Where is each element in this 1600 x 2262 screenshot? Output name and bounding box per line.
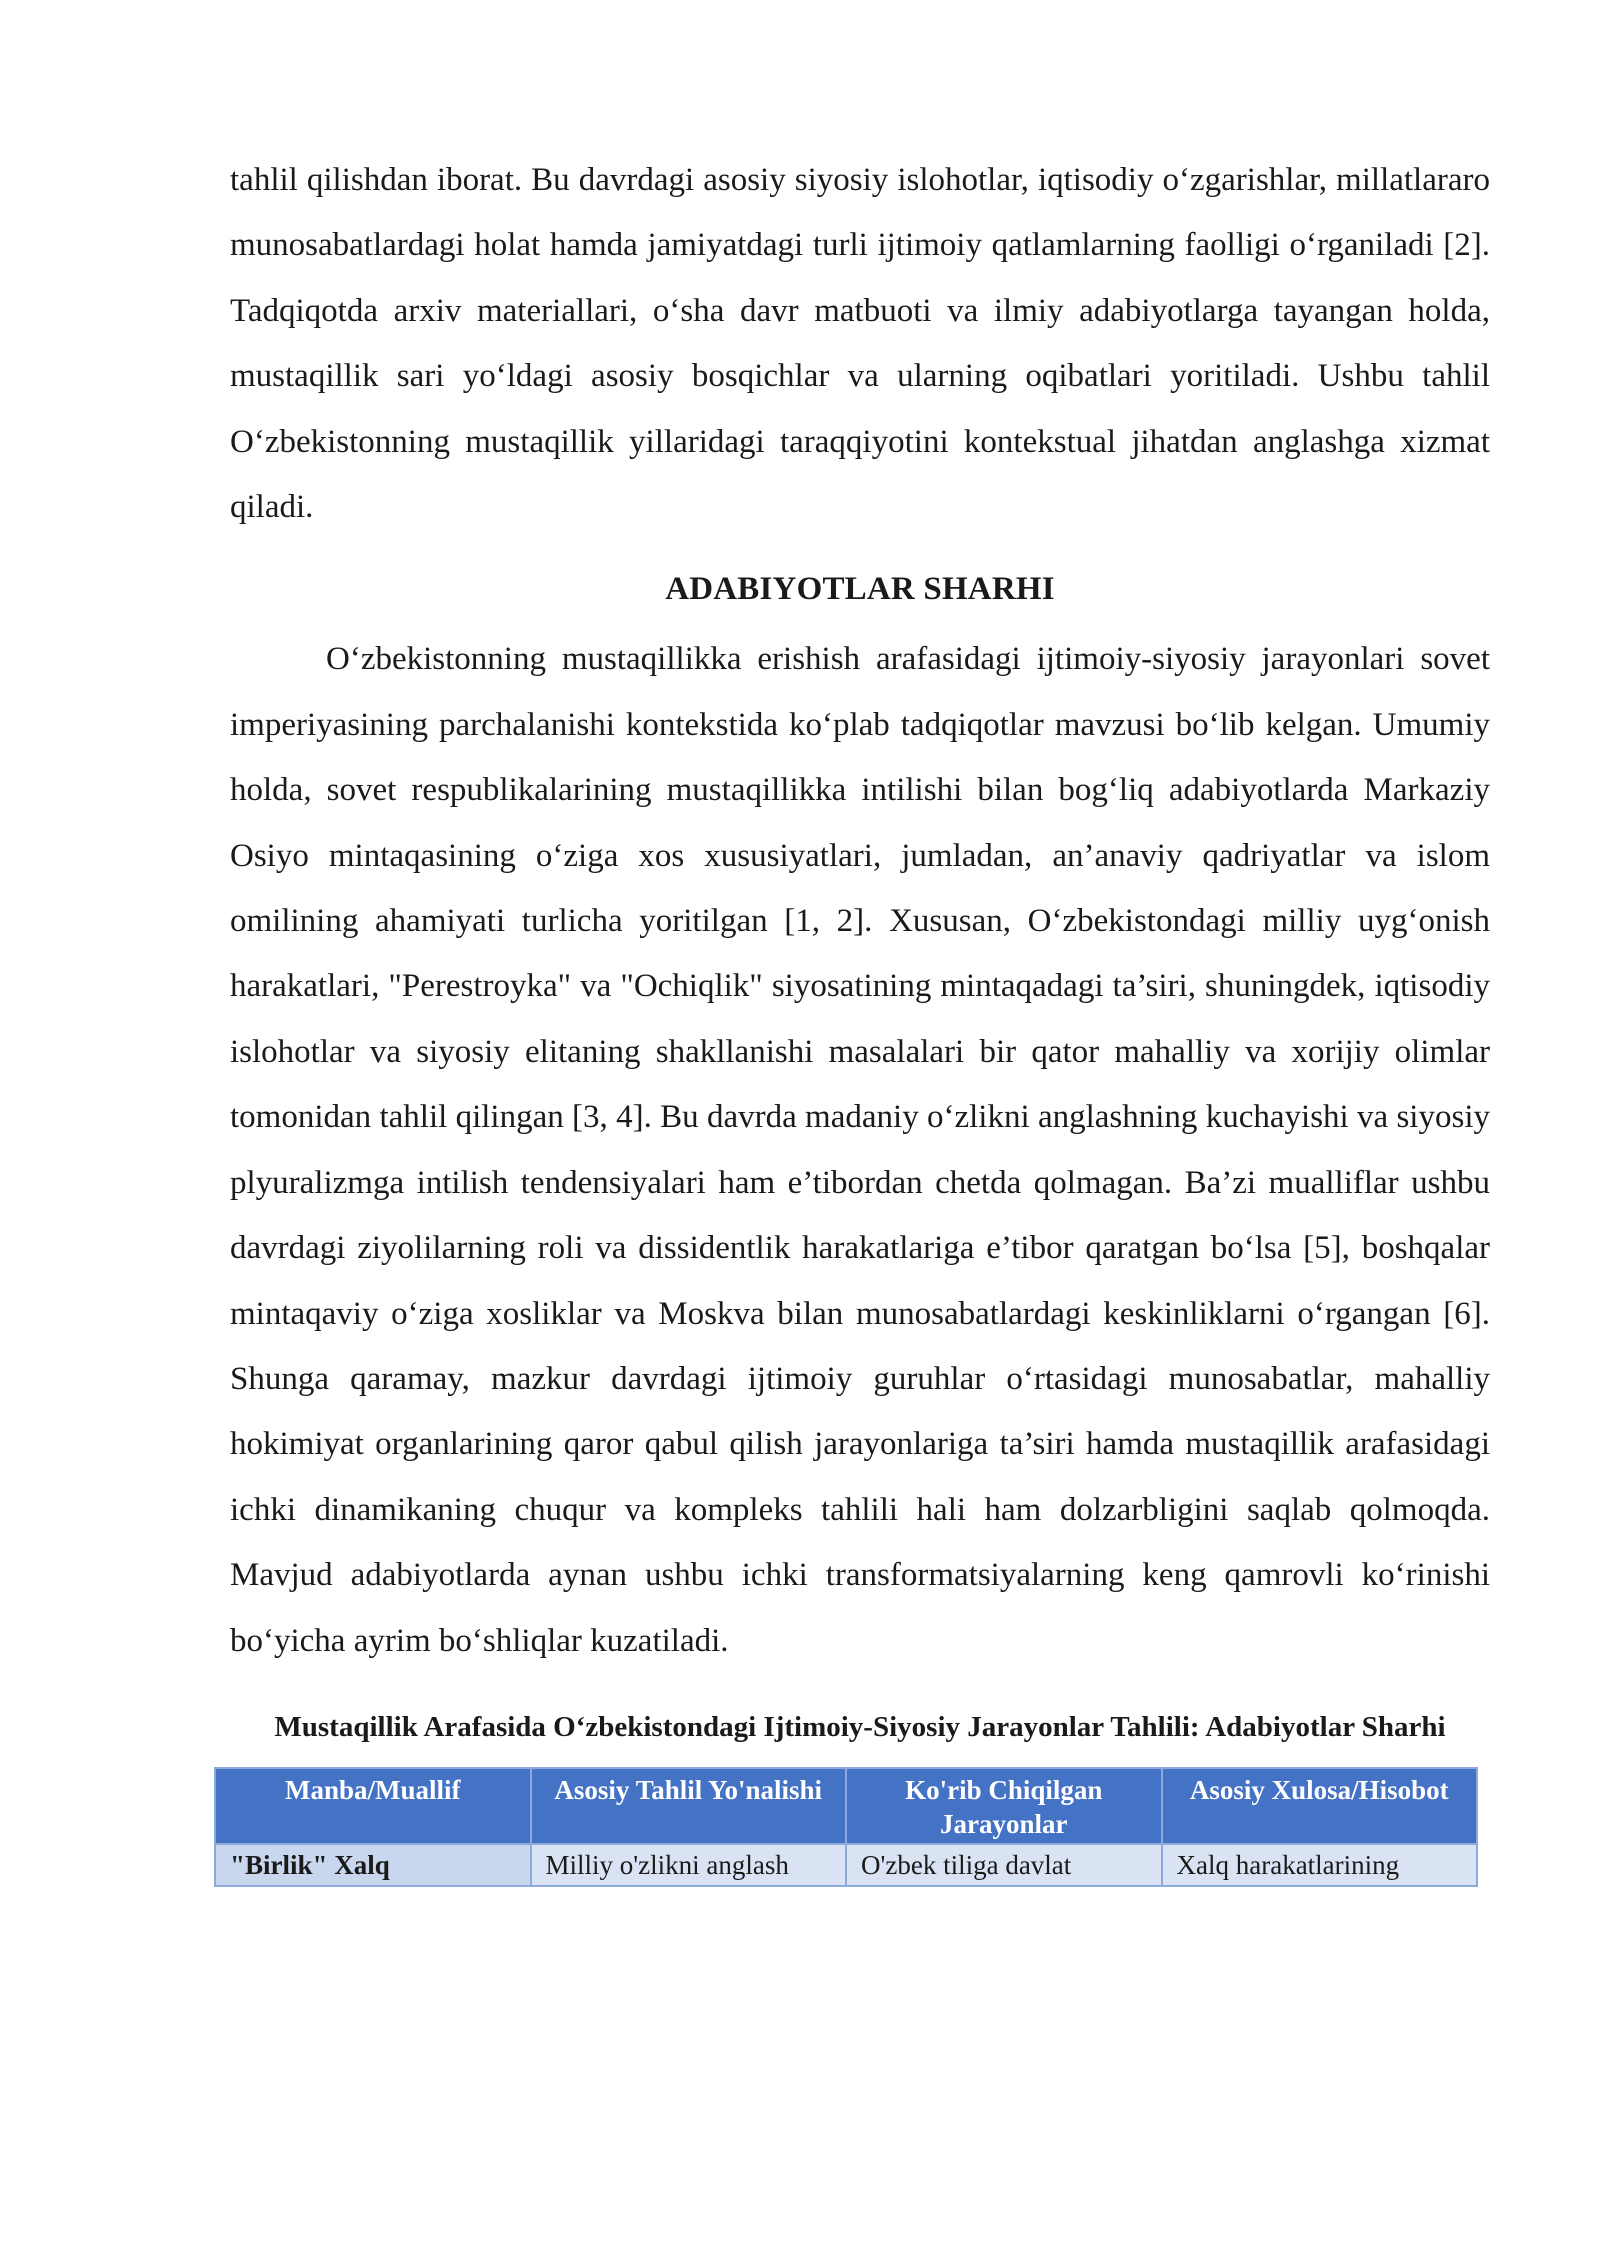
- table-cell: Milliy o'zlikni anglash: [531, 1844, 847, 1886]
- table-cell: "Birlik" Xalq: [215, 1844, 531, 1886]
- paragraph-intro-continuation: tahlil qilishdan iborat. Bu davrdagi asosiy siyosiy islohotlar, iqtisodiy o‘zgarishlar, millatlararo munosabatlardagi holat hamda jamiyatdagi turli ijtimoiy qatlamlarning faolligi o‘rganiladi [2]. Tadqiqotda arxiv materiallari, o‘sha davr matbuoti va ilmiy adabiyotlarga tayangan holda, mustaqillik sari yo‘ldagi asosiy bosqichlar va ularning oqibatlari yoritiladi. Ushbu tahlil O‘zbekistonning mustaqillik yillaridagi taraqqiyotini kontekstual jihatdan anglashga xizmat qiladi.: [230, 162, 1490, 526]
- header-processes-reviewed: Ko'rib Chiqilgan Jarayonlar: [846, 1768, 1162, 1844]
- table-header-row: [215, 1768, 1477, 1844]
- header-main-analysis-direction: Asosiy Tahlil Yo'nalishi: [531, 1768, 847, 1844]
- table-cell: Xalq harakatlarining: [1162, 1844, 1478, 1886]
- header-main-conclusion: Asosiy Xulosa/Hisobot: [1162, 1768, 1478, 1844]
- section-heading: ADABIYOTLAR SHARHI: [665, 571, 1055, 608]
- literature-table: [214, 1767, 1478, 1887]
- paragraph-literature-review: O‘zbekistonning mustaqillikka erishish arafasidagi ijtimoiy-siyosiy jarayonlari sovet imperiyasining parchalanishi kontekstida ko‘plab tadqiqotlar mavzusi bo‘lib kelgan. Umumiy holda, sovet respublikalarining mustaqillikka intilishi bilan bog‘liq adabiyotlarda Markaziy Osiyo mintaqasining o‘ziga xos xususiyatlari, jumladan, an’anaviy qadriyatlar va islom omilining ahamiyati turlicha yoritilgan [1, 2]. Xususan, O‘zbekistondagi milliy uyg‘onish harakatlari, "Perestroyka" va "Ochiqlik" siyosatining mintaqadagi ta’siri, shuningdek, iqtisodiy islohotlar va siyosiy elitaning shakllanishi masalalari bir qator mahalliy va xorijiy olimlar tomonidan tahlil qilingan [3, 4]. Bu davrda madaniy o‘zlikni anglashning kuchayishi va siyosiy plyuralizmga intilish tendensiyalari ham e’tibordan chetda qolmagan. Ba’zi mualliflar ushbu davrdagi ziyolilarning roli va dissidentlik harakatlariga e’tibor qaratgan bo‘lsa [5], boshqalar mintaqaviy o‘ziga xosliklar va Moskva bilan munosabatlardagi keskinliklarni o‘rgangan [6]. Shunga qaramay, mazkur davrdagi ijtimoiy guruhlar o‘rtasidagi munosabatlar, mahalliy hokimiyat organlarining qaror qabul qilish jarayonlariga ta’siri hamda mustaqillik arafasidagi ichki dinamikaning chuqur va kompleks tahlili hali ham dolzarbligini saqlab qolmoqda. Mavjud adabiyotlarda aynan ushbu ichki transformatsiyalarning keng qamrovli ko‘rinishi bo‘yicha ayrim bo‘shliqlar kuzatiladi.: [230, 641, 1490, 1659]
- header-source-author: Manba/Muallif: [215, 1768, 531, 1844]
- table-cell: O'zbek tiliga davlat: [846, 1844, 1162, 1886]
- table-caption: Mustaqillik Arafasida O‘zbekistondagi Ijtimoiy-Siyosiy Jarayonlar Tahlili: Adabiyotlar Sharhi: [274, 1710, 1446, 1743]
- table-row: [215, 1844, 1477, 1886]
- document-page: [230, 148, 1490, 1880]
